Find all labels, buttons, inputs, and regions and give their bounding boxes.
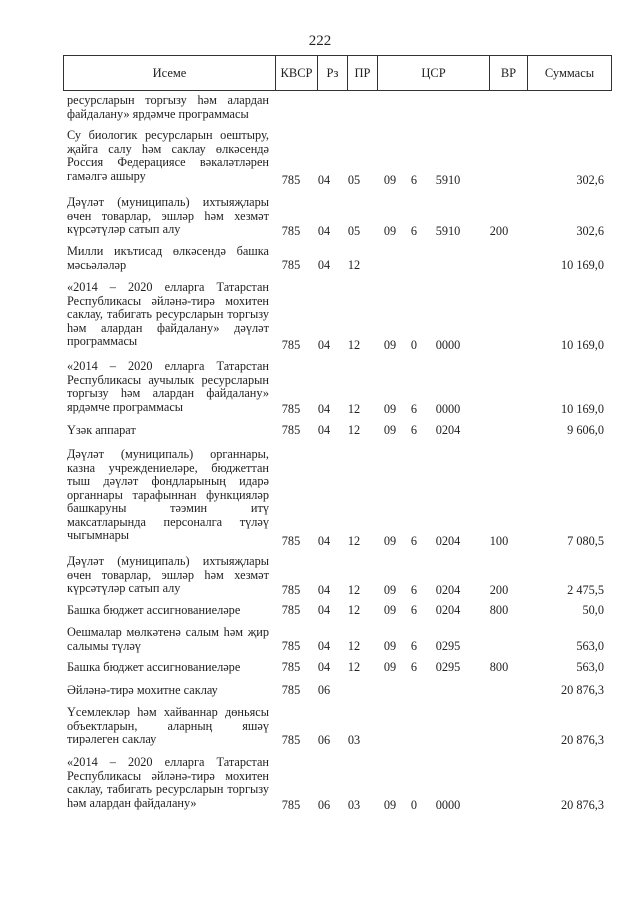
row-name: Әйләнә-тирә мохитне саклау — [67, 683, 218, 697]
cell-csr-sub: 6 — [410, 660, 418, 674]
row-name: Милли икътисад өлкәсендә башка мәсьәләләр — [67, 244, 269, 272]
cell-csr-sub: 6 — [410, 224, 418, 238]
cell-sum: 2 475,5 — [567, 583, 604, 597]
row-name: Дәүләт (муниципаль) ихтыяҗлары өчен товарлар, эшләр һәм хезмәт күрсәтүләр сатып алу — [67, 195, 269, 236]
cell-csr-program: 09 — [383, 402, 397, 416]
cell-sum: 7 080,5 — [567, 534, 604, 548]
cell-rz: 04 — [317, 173, 331, 187]
cell-csr-sub: 6 — [410, 639, 418, 653]
cell-pr: 12 — [347, 338, 361, 352]
cell-csr-code: 0204 — [435, 423, 461, 437]
row-name: «2014 – 2020 елларга Татарстан Республикасы аучылык ресурсларын торгызу һәм алардан файдалану» ярдәмче программасы — [67, 359, 269, 414]
row-name: Үзәк аппарат — [67, 423, 136, 437]
cell-csr-sub: 0 — [410, 338, 418, 352]
row-name: «2014 – 2020 елларга Татарстан Республикасы әйләнә-тирә мохитен саклау, табигать ресурсларын торгызу һәм алардан файдалану» дәүләт программасы — [67, 280, 269, 348]
cell-rz: 04 — [317, 423, 331, 437]
cell-pr: 12 — [347, 603, 361, 617]
cell-rz: 04 — [317, 258, 331, 272]
header-sum: Суммасы — [544, 65, 595, 80]
cell-kvsr: 785 — [281, 733, 301, 747]
cell-csr-code: 0000 — [435, 338, 461, 352]
cell-rz: 04 — [317, 603, 331, 617]
header-vr: ВР — [490, 56, 528, 90]
cell-pr: 12 — [347, 258, 361, 272]
cell-sum: 10 169,0 — [560, 338, 604, 352]
cell-csr-code: 0295 — [435, 639, 461, 653]
cell-csr-sub: 6 — [410, 603, 418, 617]
cell-csr-code: 0295 — [435, 660, 461, 674]
cell-vr: 100 — [489, 534, 509, 548]
row-name: Дәүләт (муниципаль) органнары, казна учреждениеләре, бюджеттан тыш дәүләт фондларының идарә органнары тарафыннан функцияләр башкаруны тәэмин итү максатларында персоналга түләү чыгымнары — [67, 447, 269, 542]
cell-csr-code: 5910 — [435, 173, 461, 187]
cell-csr-program: 09 — [383, 338, 397, 352]
cell-sum: 563,0 — [576, 639, 604, 653]
cell-sum: 302,6 — [576, 224, 604, 238]
cell-pr: 12 — [347, 583, 361, 597]
cell-kvsr: 785 — [281, 798, 301, 812]
cell-sum: 20 876,3 — [560, 733, 604, 747]
cell-kvsr: 785 — [281, 660, 301, 674]
cell-pr: 12 — [347, 639, 361, 653]
cell-kvsr: 785 — [281, 338, 301, 352]
cell-csr-code: 5910 — [435, 224, 461, 238]
header-rz: Рз — [318, 56, 348, 90]
cell-csr-code: 0204 — [435, 603, 461, 617]
cell-sum: 302,6 — [576, 173, 604, 187]
cell-kvsr: 785 — [281, 173, 301, 187]
cell-pr: 12 — [347, 402, 361, 416]
cell-pr: 05 — [347, 224, 361, 238]
cell-kvsr: 785 — [281, 258, 301, 272]
cell-kvsr: 785 — [281, 402, 301, 416]
cell-csr-program: 09 — [383, 660, 397, 674]
cell-csr-sub: 6 — [410, 583, 418, 597]
cell-rz: 06 — [317, 733, 331, 747]
cell-csr-program: 09 — [383, 423, 397, 437]
row-name: Дәүләт (муниципаль) ихтыяҗлары өчен товарлар, эшләр һәм хезмәт күрсәтүләр сатып алу — [67, 554, 269, 595]
cell-rz: 04 — [317, 224, 331, 238]
cell-pr: 05 — [347, 173, 361, 187]
cell-csr-code: 0000 — [435, 798, 461, 812]
cell-vr: 200 — [489, 224, 509, 238]
cell-pr: 12 — [347, 534, 361, 548]
cell-csr-sub: 6 — [410, 423, 418, 437]
row-name: ресурсларын торгызу һәм алардан файдалану» ярдәмче программасы — [67, 93, 269, 121]
cell-kvsr: 785 — [281, 534, 301, 548]
cell-kvsr: 785 — [281, 224, 301, 238]
cell-rz: 04 — [317, 583, 331, 597]
row-name: Үсемлекләр һәм хайваннар дөньясы объектларын, аларның яшәү тирәлеген саклау — [67, 705, 269, 746]
cell-csr-program: 09 — [383, 173, 397, 187]
cell-sum: 563,0 — [576, 660, 604, 674]
cell-csr-program: 09 — [383, 639, 397, 653]
header-pr: ПР — [348, 56, 378, 90]
cell-pr: 12 — [347, 660, 361, 674]
cell-rz: 06 — [317, 683, 331, 697]
header-kvsr: КВСР — [276, 56, 318, 90]
cell-pr: 03 — [347, 733, 361, 747]
cell-rz: 04 — [317, 338, 331, 352]
cell-sum: 9 606,0 — [567, 423, 604, 437]
cell-vr: 800 — [489, 660, 509, 674]
page-number: 222 — [308, 33, 332, 49]
cell-rz: 04 — [317, 639, 331, 653]
cell-rz: 04 — [317, 402, 331, 416]
cell-rz: 06 — [317, 798, 331, 812]
cell-csr-sub: 6 — [410, 173, 418, 187]
cell-kvsr: 785 — [281, 583, 301, 597]
cell-csr-code: 0000 — [435, 402, 461, 416]
cell-rz: 04 — [317, 534, 331, 548]
row-name: Башка бюджет ассигнованиеләре — [67, 603, 241, 617]
header-name: Исеме — [64, 56, 276, 90]
cell-sum: 20 876,3 — [560, 683, 604, 697]
cell-vr: 200 — [489, 583, 509, 597]
header-csr: ЦСР — [378, 56, 490, 90]
cell-csr-sub: 6 — [410, 534, 418, 548]
row-name: Су биологик ресурсларын оештыру, җайга салу һәм саклау өлкәсендә Россия Федерациясе вәкаләтләрен гамәлгә ашыру — [67, 128, 269, 183]
cell-csr-sub: 6 — [410, 402, 418, 416]
cell-pr: 03 — [347, 798, 361, 812]
cell-sum: 20 876,3 — [560, 798, 604, 812]
cell-csr-code: 0204 — [435, 534, 461, 548]
cell-kvsr: 785 — [281, 603, 301, 617]
cell-sum: 50,0 — [582, 603, 604, 617]
cell-csr-program: 09 — [383, 224, 397, 238]
cell-kvsr: 785 — [281, 683, 301, 697]
row-name: Оешмалар мөлкәтенә салым һәм җир салымы түләү — [67, 625, 269, 653]
cell-sum: 10 169,0 — [560, 258, 604, 272]
cell-csr-code: 0204 — [435, 583, 461, 597]
row-name: «2014 – 2020 елларга Татарстан Республикасы әйләнә-тирә мохитен саклау, табигать ресурсларын торгызу һәм алардан файдалану» — [67, 755, 269, 810]
cell-vr: 800 — [489, 603, 509, 617]
cell-csr-program: 09 — [383, 534, 397, 548]
cell-csr-program: 09 — [383, 583, 397, 597]
cell-kvsr: 785 — [281, 423, 301, 437]
cell-rz: 04 — [317, 660, 331, 674]
cell-csr-program: 09 — [383, 798, 397, 812]
cell-kvsr: 785 — [281, 639, 301, 653]
cell-pr: 12 — [347, 423, 361, 437]
cell-csr-sub: 0 — [410, 798, 418, 812]
row-name: Башка бюджет ассигнованиеләре — [67, 660, 241, 674]
cell-sum: 10 169,0 — [560, 402, 604, 416]
cell-csr-program: 09 — [383, 603, 397, 617]
